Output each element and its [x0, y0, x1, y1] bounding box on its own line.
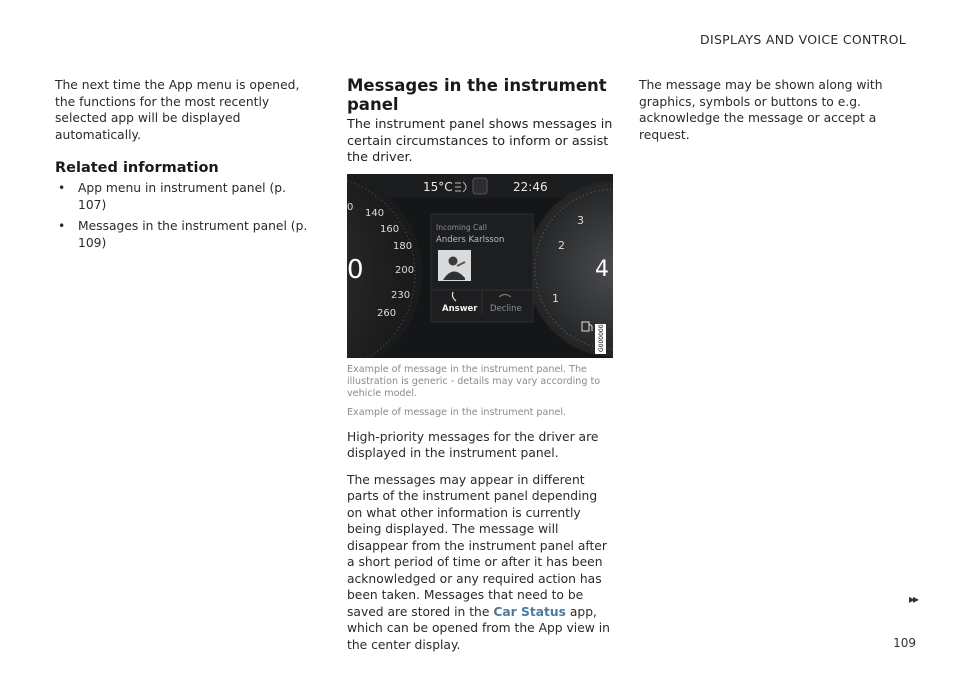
paragraph-high-priority: High-priority messages for the driver are displayed in the instrument panel. — [347, 429, 599, 460]
speed-tick-label: 0 — [347, 201, 354, 213]
paragraph-text: The messages may appear in different parts of the instrument panel depending on what other information is currently being displayed. The message will disappear from the instrument panel after a short period of time or after it has been acknowledged or any required action has been taken. Messages that need to be saved are stored in the — [347, 472, 607, 619]
next-page-arrows-icon[interactable]: ▸▸ — [908, 592, 917, 606]
instrument-panel-svg — [347, 174, 613, 358]
related-link-label: App menu in instrument panel (p. 107) — [78, 181, 286, 212]
page-number: 109 — [893, 636, 916, 650]
bullet-icon: • — [58, 181, 66, 195]
answer-label: Answer — [442, 303, 478, 314]
related-link-label: Messages in the instrument panel (p. 109) — [78, 219, 308, 250]
speed-tick-label: 180 — [393, 240, 413, 252]
graphics-note-paragraph: The message may be shown along with graphics, symbols or buttons to e.g. acknowledge the message or accept a request. — [639, 78, 883, 142]
rpm-tick-label: 4 — [595, 256, 609, 282]
speed-tick-label: 230 — [391, 289, 411, 301]
related-link-app-menu[interactable] — [55, 180, 310, 213]
incoming-call-label: Incoming Call — [436, 222, 487, 232]
image-code-label — [595, 324, 606, 354]
figure-caption-short: Example of message in the instrument panel. — [347, 406, 567, 418]
temperature-readout: 15°C — [423, 179, 453, 194]
column-middle — [347, 77, 615, 653]
bullet-icon: • — [58, 219, 66, 233]
rpm-tick-label: 3 — [577, 213, 584, 227]
related-information-heading: Related information — [55, 160, 219, 176]
svg-text:G000000: G000000 — [598, 323, 605, 352]
running-header: DISPLAYS AND VOICE CONTROL — [700, 32, 906, 47]
paragraph-message-behavior — [347, 472, 615, 654]
figure-caption: Example of message in the instrument panel. The illustration is generic - details may vary according to vehicle model. — [347, 363, 601, 399]
lead-paragraph: The instrument panel shows messages in certain circumstances to inform or assist the driver. — [347, 117, 613, 165]
instrument-panel-illustration — [347, 174, 613, 358]
rpm-tick-label: 1 — [552, 291, 559, 305]
speed-tick-label: 140 — [365, 207, 385, 219]
speed-tick-label: 260 — [377, 307, 397, 319]
car-status-link[interactable]: Car Status — [493, 604, 566, 619]
section-heading: Messages in the instrument panel — [347, 76, 607, 114]
fuel-indicator-icon — [473, 178, 487, 194]
related-link-messages[interactable] — [55, 218, 310, 251]
rpm-tick-label: 2 — [558, 238, 565, 252]
intro-paragraph: The next time the App menu is opened, the functions for the most recently selected app will be displayed automatically. — [55, 78, 300, 142]
related-list — [55, 180, 310, 251]
caller-name: Anders Karlsson — [436, 234, 505, 245]
column-left — [55, 77, 310, 256]
speed-tick-label: 160 — [380, 223, 400, 235]
paragraph-text: app, which can be opened from the App view in the center display. — [347, 604, 610, 652]
speed-tick-label: 200 — [395, 264, 415, 276]
speed-value: 0 — [347, 254, 364, 285]
clock-readout: 22:46 — [513, 179, 548, 194]
column-right — [639, 77, 909, 143]
caller-avatar — [438, 250, 471, 281]
decline-label: Decline — [490, 303, 522, 314]
